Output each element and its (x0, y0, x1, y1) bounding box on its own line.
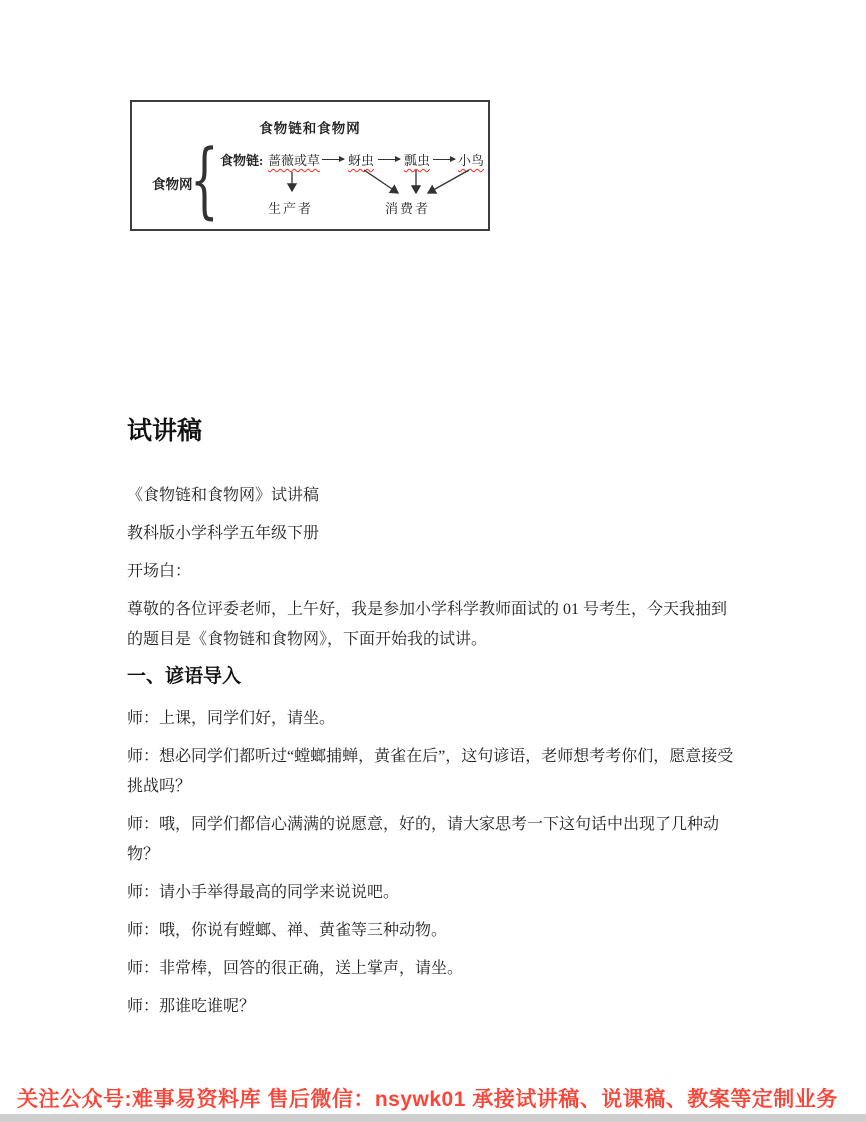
chain-item-rose-or-grass: 蔷薇或草 (268, 153, 321, 168)
page-title: 试讲稿 (127, 418, 203, 445)
brace-icon: { (190, 133, 219, 228)
consumer-label: 消费者 (385, 201, 431, 216)
paragraph: 师：哦，同学们都信心满满的说愿意，好的，请大家思考一下这句话中出现了几种动物？ (127, 816, 720, 863)
paragraph: 教科版小学科学五年级下册 (127, 525, 320, 542)
paragraph: 师：那谁吃谁呢？ (127, 998, 256, 1015)
paragraph: 师：请小手举得最高的同学来说说吧。 (127, 884, 400, 901)
producer-label: 生产者 (268, 201, 314, 216)
food-chain-label: 食物链: (220, 153, 264, 168)
paragraph: 师：非常棒，回答的很正确，送上掌声，请坐。 (127, 960, 464, 977)
promo-footer-text: 关注公众号:难事易资料库 售后微信：nsywk01 承接试讲稿、说课稿、教案等定制业务 (17, 1088, 838, 1111)
chain-item-aphid: 蚜虫 (348, 153, 375, 168)
footer-divider (0, 1114, 866, 1122)
paragraph: 《食物链和食物网》试讲稿 (127, 487, 320, 504)
promo-footer (0, 1082, 866, 1114)
chain-item-ladybug: 瓢虫 (404, 153, 431, 168)
food-chain-diagram (130, 100, 490, 231)
diagram-title: 食物链和食物网 (259, 121, 361, 136)
section-heading: 一、谚语导入 (127, 666, 242, 687)
document-body (127, 415, 740, 1030)
arrow-right-icon (322, 159, 344, 160)
arrow-right-icon (378, 159, 400, 160)
food-web-label: 食物网 (152, 177, 193, 192)
paragraph: 师：上课，同学们好，请坐。 (127, 710, 336, 727)
paragraph: 尊敬的各位评委老师，上午好，我是参加小学科学教师面试的 01 号考生，今天我抽到的题目是《食物链和食物网》，下面开始我的试讲。 (127, 601, 728, 648)
chain-item-bird: 小鸟 (458, 153, 485, 168)
paragraph: 开场白： (127, 563, 192, 580)
arrow-right-icon (433, 159, 455, 160)
paragraph: 师：想必同学们都听过“螳螂捕蝉，黄雀在后”，这句谚语，老师想考考你们，愿意接受挑战吗？ (127, 748, 734, 795)
paragraph: 师：哦，你说有螳螂、禅、黄雀等三种动物。 (127, 922, 448, 939)
